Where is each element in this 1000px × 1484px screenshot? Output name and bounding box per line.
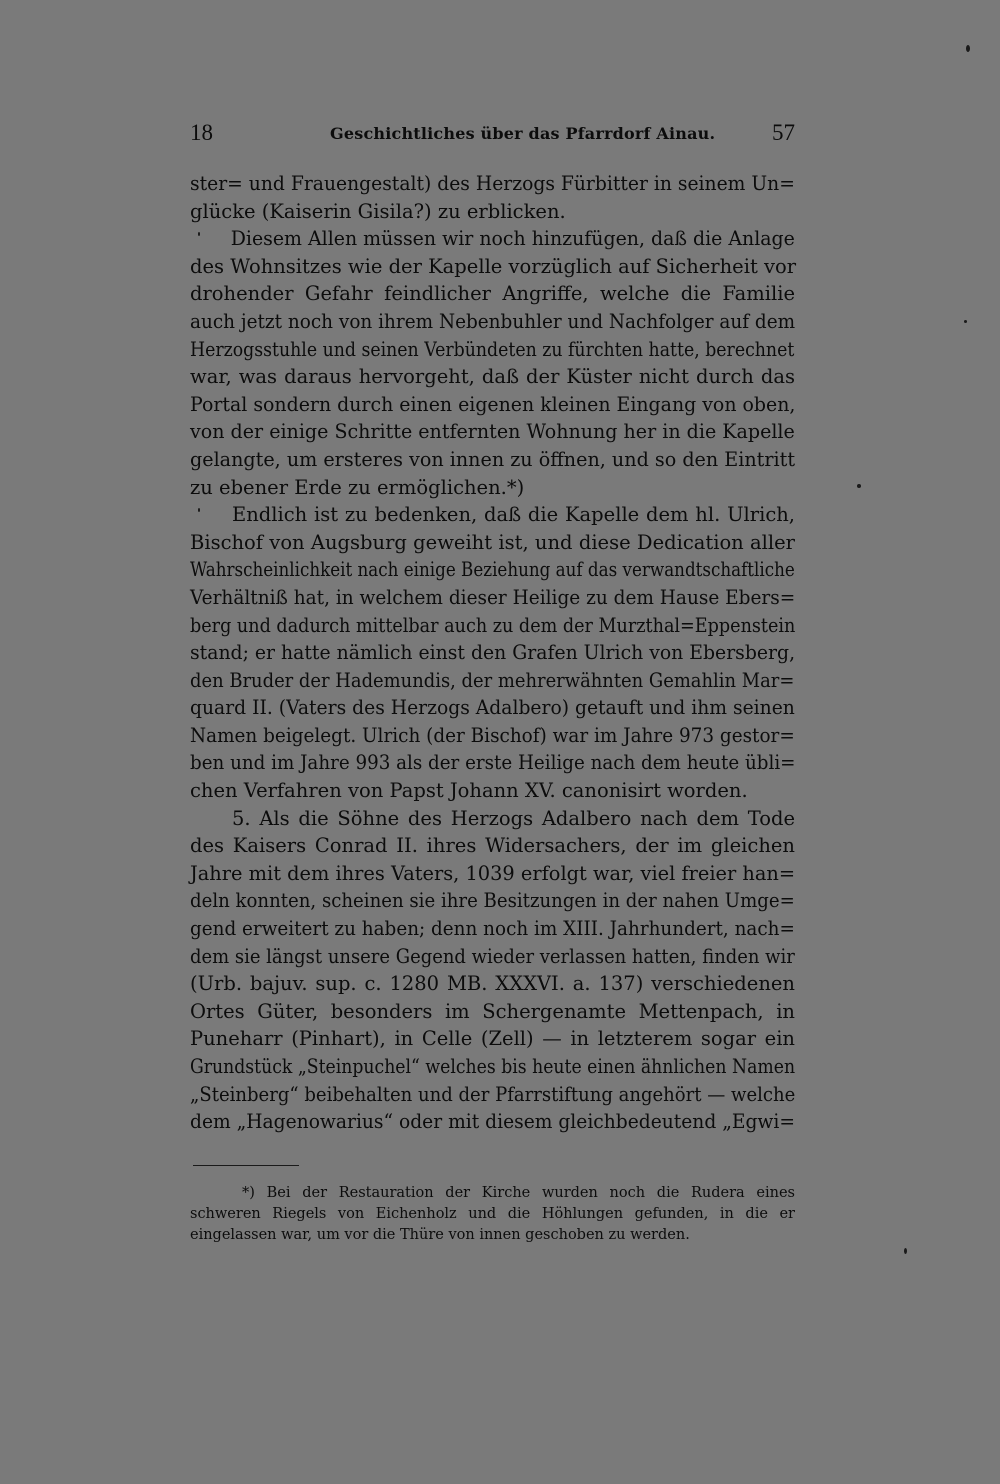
text-line: Grundstück „Steinpuchel“ welches bis heute einen ähnlichen Namen bbox=[190, 1055, 796, 1078]
scan-speck bbox=[964, 320, 967, 323]
text-line: dem „Hagenowarius“ oder mit diesem gleichbedeutend „Egwi= bbox=[190, 1110, 796, 1134]
text-line: gend erweitert zu haben; denn noch im XIII. Jahrhundert, nach= bbox=[190, 917, 795, 941]
text-line: drohender Gefahr feindlicher Angriffe, welche die Familie bbox=[190, 282, 795, 306]
footnote-line: schweren Riegels von Eichenholz und die Höhlungen gefunden, in die er bbox=[190, 1206, 795, 1222]
text-line: „Steinberg“ beibehalten und der Pfarrstiftung angehört — welche bbox=[190, 1082, 796, 1106]
text-line: auch jetzt noch von ihrem Nebenbuhler und Nachfolger auf dem bbox=[190, 309, 796, 333]
text-line: Jahre mit dem ihres Vaters, 1039 erfolgt war, viel freier han= bbox=[190, 861, 796, 885]
page-number-right: 57 bbox=[772, 120, 795, 145]
text-line: quard II. (Vaters des Herzogs Adalbero) getauft und ihm seinen bbox=[190, 696, 795, 720]
scan-speck bbox=[966, 45, 970, 52]
text-line: ster= und Frauengestalt) des Herzogs Fürbitter in seinem Un= bbox=[190, 172, 795, 195]
text-line: glücke (Kaiserin Gisila?) zu erblicken. bbox=[190, 199, 566, 223]
text-line: Bischof von Augsburg geweiht ist, und diese Dedication aller bbox=[190, 530, 795, 554]
running-header bbox=[190, 120, 795, 150]
running-title: Geschichtliches über das Pfarrdorf Ainau. bbox=[330, 124, 716, 143]
scan-speck bbox=[904, 1248, 907, 1254]
text-line: dem sie längst unsere Gegend wieder verlassen hatten, finden wir bbox=[190, 944, 795, 968]
scan-speck bbox=[198, 508, 200, 512]
main-text bbox=[190, 170, 795, 1136]
text-line: deln konnten, scheinen sie ihre Besitzungen in der nahen Umge= bbox=[190, 889, 795, 913]
text-line: von der einige Schritte entfernten Wohnung her in die Kapelle bbox=[190, 420, 795, 444]
text-line: des Wohnsitzes wie der Kapelle vorzüglich auf Sicherheit vor bbox=[190, 254, 797, 278]
scan-speck bbox=[857, 484, 861, 488]
footnote-line: eingelassen war, um vor die Thüre von innen geschoben zu werden. bbox=[190, 1227, 690, 1243]
footnote-line: *) Bei der Restauration der Kirche wurden noch die Rudera eines bbox=[242, 1185, 795, 1201]
footnote bbox=[190, 1183, 795, 1246]
text-line: des Kaisers Conrad II. ihres Widersachers, der im gleichen bbox=[190, 834, 795, 858]
text-line: war, was daraus hervorgeht, daß der Küster nicht durch das bbox=[190, 365, 795, 389]
text-line: Wahrscheinlichkeit nach einige Beziehung auf das verwandtschaftliche bbox=[190, 558, 795, 582]
text-line: berg und dadurch mittelbar auch zu dem der Murzthal=Eppenstein bbox=[190, 613, 796, 637]
text-line: Verhältniß hat, in welchem dieser Heilige zu dem Hause Ebers= bbox=[190, 585, 796, 609]
footnote-divider bbox=[193, 1165, 299, 1166]
text-line: (Urb. bajuv. sup. c. 1280 MB. XXXVI. a. 137) verschiedenen bbox=[190, 972, 795, 996]
text-line: stand; er hatte nämlich einst den Grafen Ulrich von Ebersberg, bbox=[190, 641, 796, 665]
text-line: Endlich ist zu bedenken, daß die Kapelle dem hl. Ulrich, bbox=[232, 503, 795, 527]
text-line: Ortes Güter, besonders im Schergenamte Mettenpach, in bbox=[190, 999, 795, 1023]
text-line: gelangte, um ersteres von innen zu öffnen, und so den Eintritt bbox=[190, 447, 796, 471]
scan-speck bbox=[198, 232, 200, 236]
text-line: Portal sondern durch einen eigenen kleinen Eingang von oben, bbox=[190, 392, 796, 416]
text-line: ben und im Jahre 993 als der erste Heilige nach dem heute übli= bbox=[190, 751, 796, 775]
text-line: 5. Als die Söhne des Herzogs Adalbero nach dem Tode bbox=[232, 806, 795, 830]
text-line: Herzogsstuhle und seinen Verbündeten zu fürchten hatte, berechnet bbox=[190, 337, 795, 361]
page-number-left: 18 bbox=[190, 120, 213, 145]
text-line: Puneharr (Pinhart), in Celle (Zell) — in letzterem sogar ein bbox=[190, 1027, 795, 1051]
text-line: zu ebener Erde zu ermöglichen.*) bbox=[190, 475, 525, 499]
text-line: Namen beigelegt. Ulrich (der Bischof) war im Jahre 973 gestor= bbox=[190, 723, 795, 747]
text-line: Diesem Allen müssen wir noch hinzufügen, daß die Anlage bbox=[230, 227, 795, 251]
text-line: den Bruder der Hademundis, der mehrerwähnten Gemahlin Mar= bbox=[190, 668, 795, 692]
text-line: chen Verfahren von Papst Johann XV. canonisirt worden. bbox=[190, 779, 748, 803]
